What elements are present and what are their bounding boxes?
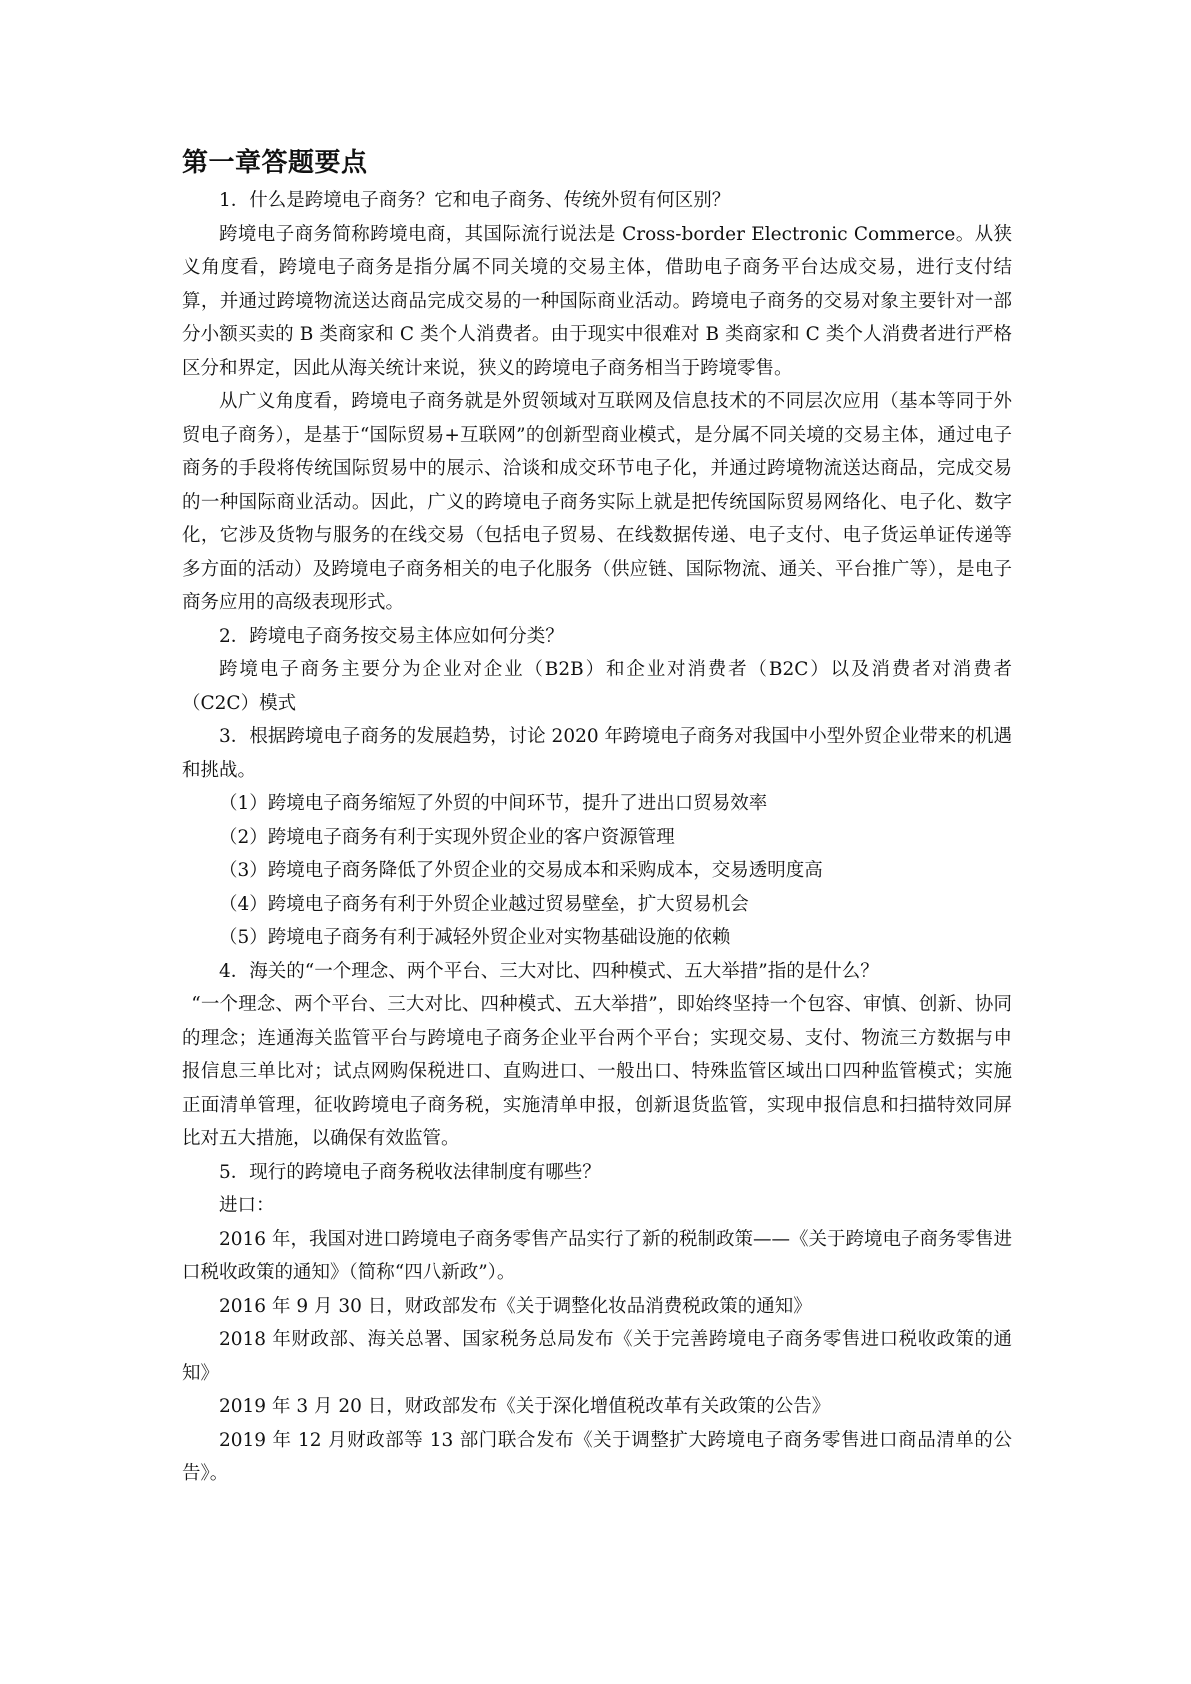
- paragraph: 跨境电子商务主要分为企业对企业（B2B）和企业对消费者（B2C）以及消费者对消费者（C2C）模式: [182, 659, 1012, 714]
- document-page: [182, 146, 1012, 1491]
- paragraph: 1．什么是跨境电子商务？它和电子商务、传统外贸有何区别？: [219, 190, 731, 211]
- paragraph: 2018 年财政部、海关总署、国家税务总局发布《关于完善跨境电子商务零售进口税收政策的通知》: [182, 1329, 1012, 1384]
- paragraph: 从广义角度看，跨境电子商务就是外贸领域对互联网及信息技术的不同层次应用（基本等同于外贸电子商务），是基于“国际贸易+互联网”的创新型商业模式，是分属不同关境的交易主体，通过电子商务的手段将传统国际贸易中的展示、洽谈和成交环节电子化，并通过跨境物流送达商品，完成交易的一种国际商业活动。因此，广义的跨境电子商务实际上就是把传统国际贸易网络化、电子化、数字化，它涉及货物与服务的在线交易（包括电子贸易、在线数据传递、电子支付、电子货运单证传递等多方面的活动）及跨境电子商务相关的电子化服务（供应链、国际物流、通关、平台推广等），是电子商务应用的高级表现形式。: [182, 391, 1012, 613]
- paragraph: 2016 年，我国对进口跨境电子商务零售产品实行了新的税制政策——《关于跨境电子商务零售进口税收政策的通知》（简称“四八新政”）。: [182, 1228, 1012, 1283]
- paragraph: （5）跨境电子商务有利于减轻外贸企业对实物基础设施的依赖: [219, 927, 731, 948]
- paragraph: （1）跨境电子商务缩短了外贸的中间环节，提升了进出口贸易效率: [219, 793, 768, 814]
- paragraph: 2019 年 3 月 20 日，财政部发布《关于深化增值税改革有关政策的公告》: [219, 1396, 831, 1417]
- paragraph: “一个理念、两个平台、三大对比、四种模式、五大举措”，即始终坚持一个包容、审慎、创新、协同的理念；连通海关监管平台与跨境电子商务企业平台两个平台；实现交易、支付、物流三方数据与申报信息三单比对；试点网购保税进口、直购进口、一般出口、特殊监管区域出口四种监管模式；实施正面清单管理，征收跨境电子商务税，实施清单申报，创新退货监管，实现申报信息和扫描特效同屏比对五大措施，以确保有效监管。: [182, 994, 1012, 1149]
- chapter-title: 第一章答题要点: [182, 148, 368, 178]
- paragraph: 2019 年 12 月财政部等 13 部门联合发布《关于调整扩大跨境电子商务零售进口商品清单的公告》。: [182, 1429, 1012, 1484]
- paragraph: 5．现行的跨境电子商务税收法律制度有哪些？: [219, 1161, 601, 1183]
- paragraph: （3）跨境电子商务降低了外贸企业的交易成本和采购成本，交易透明度高: [219, 860, 823, 881]
- paragraph: （4）跨境电子商务有利于外贸企业越过贸易壁垒，扩大贸易机会: [219, 893, 749, 915]
- paragraph: 4．海关的“一个理念、两个平台、三大对比、四种模式、五大举措”指的是什么？: [219, 960, 879, 982]
- paragraph: 2016 年 9 月 30 日，财政部发布《关于调整化妆品消费税政策的通知》: [219, 1295, 812, 1317]
- paragraph: 跨境电子商务简称跨境电商，其国际流行说法是 Cross-border Electronic Commerce。从狭义角度看，跨境电子商务是指分属不同关境的交易主体，借助电子商务平台达成交易，进行支付结算，并通过跨境物流送达商品完成交易的一种国际商业活动。跨境电子商务的交易对象主要针对一部分小额买卖的 B 类商家和 C 类个人消费者。由于现实中很难对 B 类商家和 C 类个人消费者进行严格区分和界定，因此从海关统计来说，狭义的跨境电子商务相当于跨境零售。: [182, 223, 1012, 379]
- paragraph: （2）跨境电子商务有利于实现外贸企业的客户资源管理: [219, 826, 675, 848]
- document-body: [182, 184, 1012, 1491]
- paragraph: 2．跨境电子商务按交易主体应如何分类？: [219, 625, 564, 647]
- paragraph: 进口：: [219, 1195, 275, 1216]
- paragraph: 3．根据跨境电子商务的发展趋势，讨论 2020 年跨境电子商务对我国中小型外贸企业带来的机遇和挑战。: [182, 726, 1012, 781]
